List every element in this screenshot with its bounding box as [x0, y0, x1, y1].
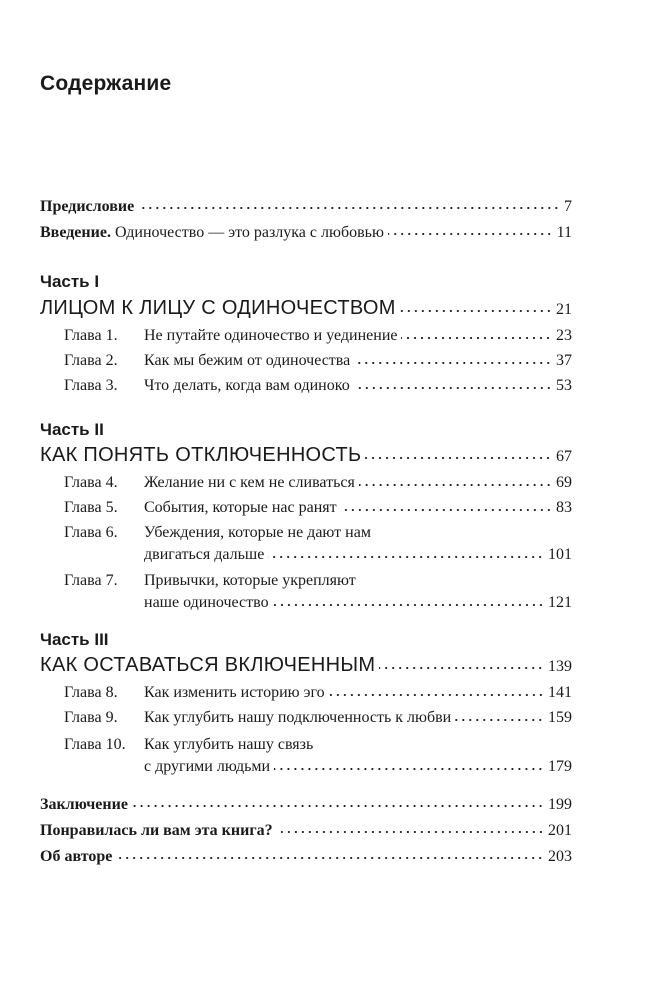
page-number: 101	[548, 546, 572, 563]
chapter-number: Глава 2.	[64, 352, 118, 369]
dot-leader	[354, 386, 552, 390]
dot-leader	[116, 856, 544, 860]
chapter-title-line2: с другими людьми	[144, 758, 271, 775]
entry-label: Об авторе	[40, 848, 113, 865]
chapter-title-line1: Как углубить нашу связь	[144, 736, 314, 753]
chapter-number: Глава 7.	[64, 572, 118, 589]
chapter-title-line2: двигаться дальше	[144, 546, 265, 563]
dot-leader	[388, 232, 553, 236]
chapter-number: Глава 3.	[64, 377, 118, 394]
page-number: 37	[556, 352, 572, 369]
page-number: 179	[548, 758, 572, 775]
toc-part-title	[40, 443, 572, 469]
dot-leader	[274, 767, 544, 771]
page-number: 69	[556, 474, 572, 491]
dot-leader	[365, 456, 552, 460]
chapter-title-line2: наше одиночество	[144, 594, 269, 611]
chapter-title: События, которые нас ранят	[144, 499, 337, 516]
dot-leader	[400, 309, 552, 313]
entry-label: Заключение	[40, 796, 128, 813]
toc-chapter	[64, 325, 572, 347]
chapter-title: Как мы бежим от одиночества	[144, 352, 351, 369]
page-number: 7	[564, 198, 572, 215]
dot-leader	[132, 804, 544, 808]
dot-leader	[341, 508, 552, 512]
part-heading: Часть II	[40, 420, 104, 439]
chapter-title: Не путайте одиночество и уединение	[144, 327, 398, 344]
entry-label-bold: Введение.	[40, 224, 111, 241]
dot-leader	[268, 555, 544, 559]
dot-leader	[401, 336, 552, 340]
part-heading: Часть I	[40, 272, 100, 291]
entry-label: Предисловие	[40, 198, 135, 215]
toc-chapter	[64, 375, 572, 397]
dot-leader	[379, 666, 544, 670]
dot-leader	[359, 483, 552, 487]
toc-chapter	[64, 682, 572, 704]
chapter-number: Глава 9.	[64, 709, 118, 726]
toc-chapter	[64, 472, 572, 494]
page-number: 141	[548, 684, 572, 701]
page-number: 11	[556, 224, 572, 241]
part-heading: Часть III	[40, 630, 109, 649]
chapter-title: Как углубить нашу подключенность к любви	[144, 709, 452, 726]
chapter-title: Желание ни с кем не сливаться	[144, 474, 355, 491]
chapter-title: Что делать, когда вам одиноко	[144, 377, 350, 394]
part-title: КАК ОСТАВАТЬСЯ ВКЛЮЧЕННЫМ	[40, 654, 376, 676]
toc-entry-feedback	[40, 821, 572, 841]
page-number: 21	[556, 301, 572, 318]
chapter-number: Глава 8.	[64, 684, 118, 701]
dot-leader	[354, 361, 552, 365]
page-title: Содержание	[40, 72, 172, 95]
page-number: 159	[548, 709, 572, 726]
dot-leader	[138, 206, 560, 210]
dot-leader	[455, 718, 544, 722]
page-number: 203	[548, 848, 572, 865]
chapter-number: Глава 4.	[64, 474, 118, 491]
toc-entry-conclusion	[40, 795, 572, 815]
part-title: КАК ПОНЯТЬ ОТКЛЮЧЕННОСТЬ	[40, 444, 362, 466]
page-number: 83	[556, 499, 572, 516]
entry-label: Понравилась ли вам эта книга?	[40, 822, 273, 839]
page-number: 53	[556, 377, 572, 394]
toc-part-title	[40, 296, 572, 322]
toc-chapter	[64, 522, 572, 568]
chapter-number: Глава 6.	[64, 524, 118, 541]
toc-chapter	[64, 497, 572, 519]
chapter-number: Глава 10.	[64, 736, 126, 753]
page-number: 121	[548, 594, 572, 611]
chapter-number: Глава 1.	[64, 327, 118, 344]
chapter-title: Как изменить историю эго	[144, 684, 325, 701]
page-number: 139	[548, 658, 572, 675]
dot-leader	[277, 830, 544, 834]
chapter-number: Глава 5.	[64, 499, 118, 516]
dot-leader	[329, 693, 544, 697]
entry-label-rest: Одиночество — это разлука с любовью	[110, 224, 384, 241]
part-title: ЛИЦОМ К ЛИЦУ С ОДИНОЧЕСТВОМ	[40, 297, 396, 319]
chapter-title-line1: Убеждения, которые не дают нам	[144, 524, 371, 541]
page-number: 201	[548, 822, 572, 839]
page-number: 199	[548, 796, 572, 813]
toc-chapter	[64, 570, 572, 616]
page-number: 23	[556, 327, 572, 344]
toc-chapter	[64, 707, 572, 729]
chapter-title-line1: Привычки, которые укрепляют	[144, 572, 356, 589]
toc-part-title	[40, 653, 572, 679]
toc-entry-about-author	[40, 847, 572, 867]
toc-entry-introduction	[40, 223, 572, 243]
toc-chapter	[64, 734, 572, 780]
toc-entry-preface	[40, 197, 572, 217]
page-number: 67	[556, 448, 572, 465]
dot-leader	[273, 603, 544, 607]
toc-chapter	[64, 350, 572, 372]
